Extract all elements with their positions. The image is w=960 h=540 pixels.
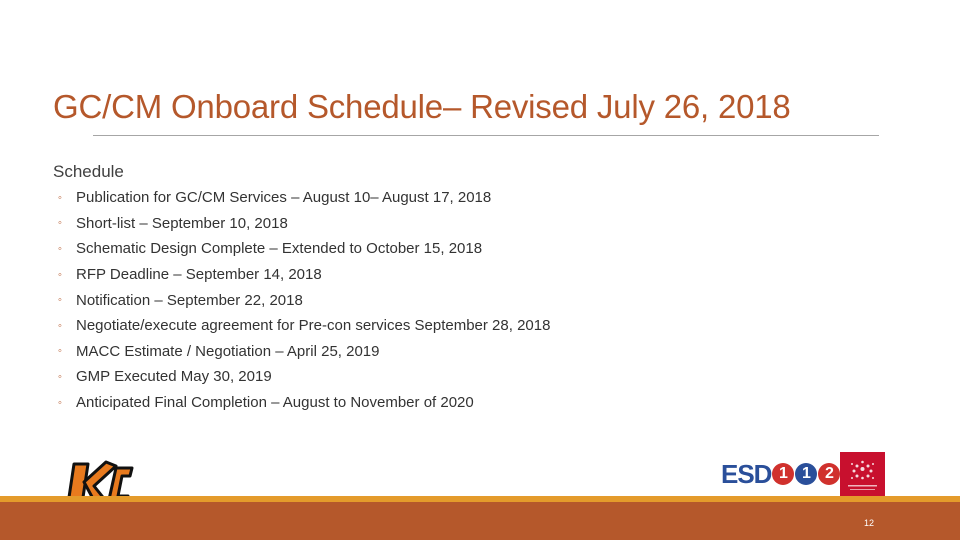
list-item: [58, 236, 550, 262]
list-item: [58, 211, 550, 237]
list-item: [58, 339, 550, 365]
bullet-icon: ◦: [58, 242, 62, 255]
title-divider: [93, 135, 879, 136]
seal-logo-icon: [840, 452, 885, 497]
bullet-icon: ◦: [58, 268, 62, 281]
slide-title: GC/CM Onboard Schedule– Revised July 26, 2018: [53, 88, 791, 125]
bullet-icon: ◦: [58, 217, 62, 230]
list-item: [58, 313, 550, 339]
list-item: [58, 364, 550, 390]
bullet-icon: ◦: [58, 319, 62, 332]
schedule-list: [58, 185, 550, 415]
list-item-text: MACC Estimate / Negotiation – April 25, 2019: [76, 342, 380, 360]
footer-bar: [0, 502, 960, 540]
list-item-text: Schematic Design Complete – Extended to October 15, 2018: [76, 240, 483, 258]
esd-logo-digit: 1: [772, 463, 794, 485]
page-number: 12: [863, 518, 874, 528]
list-item: [58, 390, 550, 416]
esd112-logo: [721, 459, 840, 489]
esd-logo-digit: 2: [818, 463, 840, 485]
list-item-text: GMP Executed May 30, 2019: [76, 368, 272, 386]
list-item-text: Negotiate/execute agreement for Pre-con services September 28, 2018: [76, 317, 551, 335]
bullet-icon: ◦: [58, 294, 62, 307]
list-item: [58, 185, 550, 211]
list-item-text: Notification – September 22, 2018: [76, 291, 303, 309]
bullet-icon: ◦: [58, 396, 62, 409]
section-heading: Schedule: [53, 162, 124, 181]
esd-logo-text: ESD: [721, 458, 772, 489]
list-item: [58, 287, 550, 313]
list-item-text: Anticipated Final Completion – August to November of 2020: [76, 394, 474, 412]
list-item: [58, 262, 550, 288]
bullet-icon: ◦: [58, 191, 62, 204]
bullet-icon: ◦: [58, 370, 62, 383]
list-item-text: Short-list – September 10, 2018: [76, 214, 288, 232]
list-item-text: RFP Deadline – September 14, 2018: [76, 266, 322, 284]
list-item-text: Publication for GC/CM Services – August 10– August 17, 2018: [76, 189, 492, 207]
esd-logo-digit: 1: [795, 463, 817, 485]
bullet-icon: ◦: [58, 345, 62, 358]
